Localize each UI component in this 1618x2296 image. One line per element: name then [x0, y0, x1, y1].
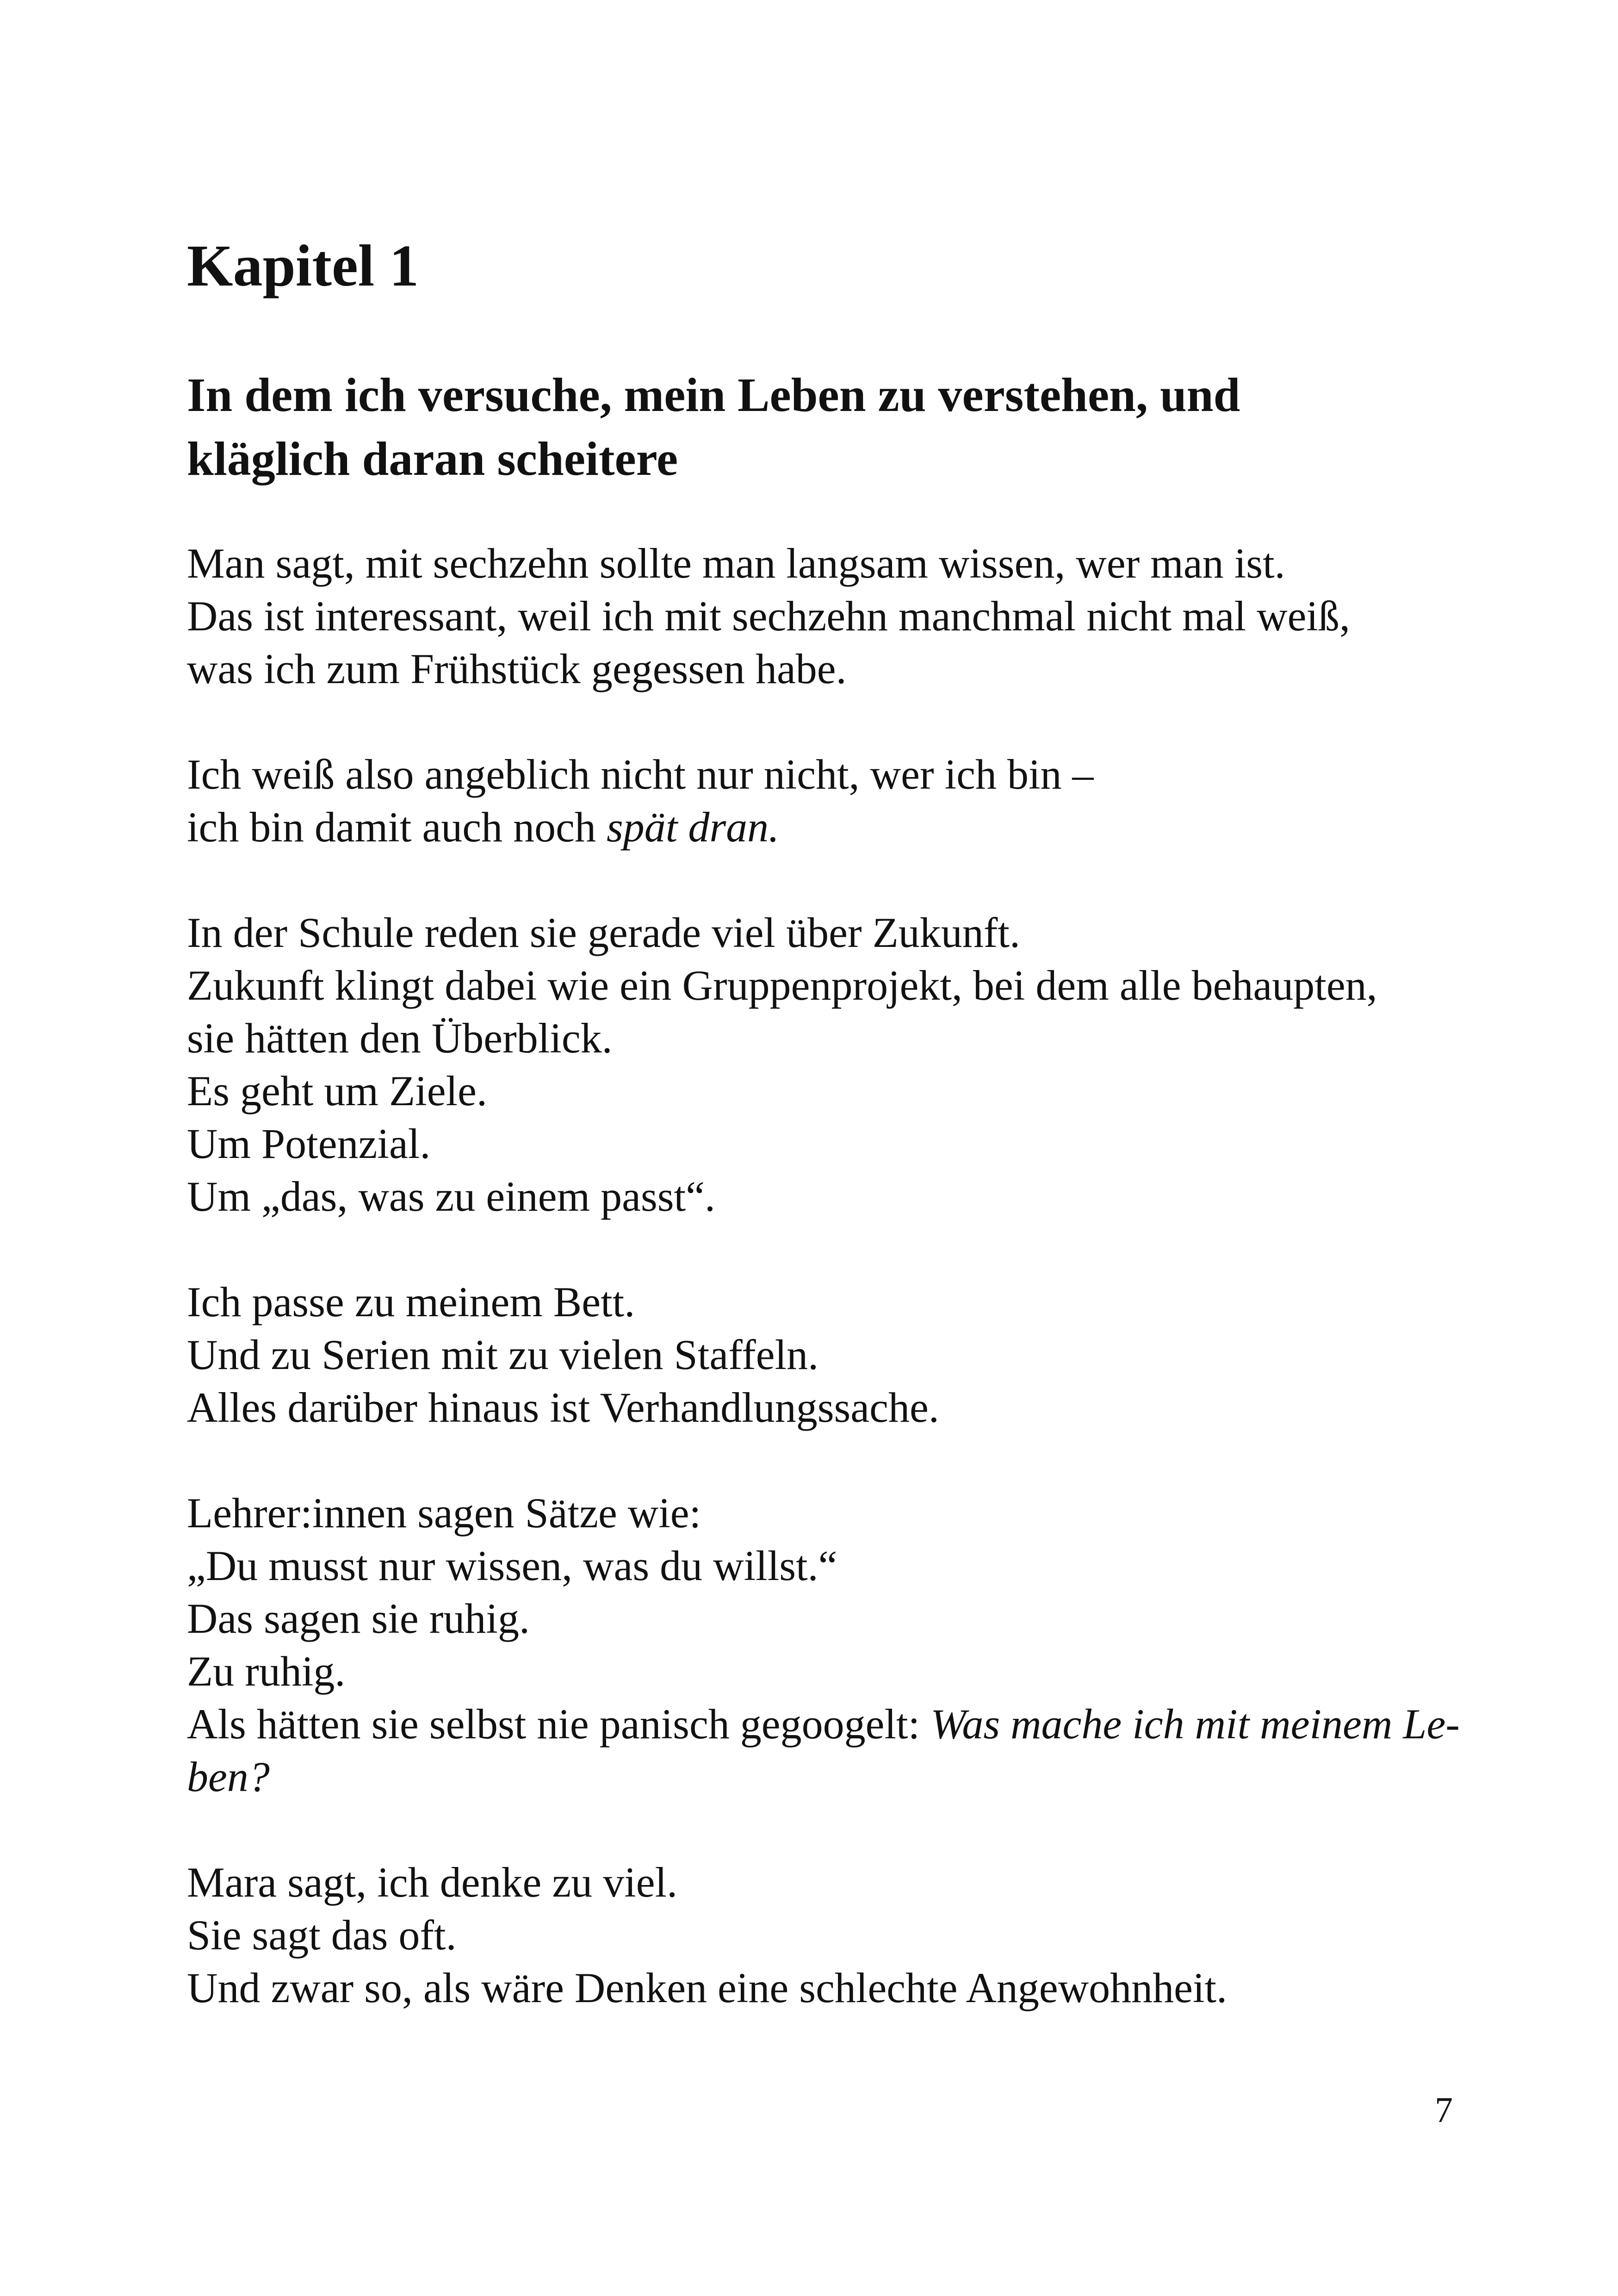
paragraph	[187, 1487, 1459, 1803]
text-line	[187, 1698, 1459, 1750]
text-line: Und zu Serien mit zu vielen Staffeln.	[187, 1331, 819, 1378]
text-line: Sie sagt das oft.	[187, 1911, 457, 1959]
text-line: Und zwar so, als wäre Denken eine schlechte Angewohnheit.	[187, 1964, 1227, 2011]
text-line	[187, 801, 1459, 853]
page-number: 7	[1435, 2090, 1453, 2130]
chapter-title: Kapitel 1	[187, 233, 419, 299]
text-line: Um „das, was zu einem passt“.	[187, 1173, 716, 1220]
chapter-subtitle-line: In dem ich versuche, mein Leben zu verstehen, und	[187, 368, 1240, 422]
text-line: Mara sagt, ich denke zu viel.	[187, 1859, 678, 1906]
italic-text: spät dran.	[606, 803, 780, 851]
text-segment: ich bin damit auch noch	[187, 803, 607, 851]
chapter-subtitle	[187, 363, 1459, 491]
paragraph	[187, 906, 1459, 1223]
text-line: Es geht um Ziele.	[187, 1067, 487, 1114]
text-line: Man sagt, mit sechzehn sollte man langsam wissen, wer man ist.	[187, 540, 1285, 587]
paragraph	[187, 1276, 1459, 1434]
paragraph	[187, 748, 1459, 853]
text-line: Das sagen sie ruhig.	[187, 1595, 530, 1642]
text-line: Alles darüber hinaus ist Verhandlungssache.	[187, 1384, 939, 1431]
italic-text: Was mache ich mit meinem Le-	[930, 1700, 1460, 1748]
chapter-subtitle-line: kläglich daran scheitere	[187, 432, 678, 485]
paragraph	[187, 537, 1459, 695]
text-line: sie hätten den Überblick.	[187, 1014, 613, 1062]
text-line: „Du musst nur wissen, was du willst.“	[187, 1542, 837, 1589]
text-line: Zukunft klingt dabei wie ein Gruppenprojekt, bei dem alle behaupten,	[187, 962, 1377, 1009]
text-line: Ich passe zu meinem Bett.	[187, 1278, 635, 1325]
text-line: Lehrer:innen sagen Sätze wie:	[187, 1489, 701, 1537]
text-line	[187, 1750, 1459, 1803]
body-text	[187, 537, 1459, 2014]
text-segment: Als hätten sie selbst nie panisch gegoogelt:	[187, 1700, 931, 1748]
text-line: Zu ruhig.	[187, 1648, 346, 1695]
text-line: Das ist interessant, weil ich mit sechzehn manchmal nicht mal weiß,	[187, 592, 1350, 640]
italic-text: ben?	[187, 1753, 270, 1800]
text-line: In der Schule reden sie gerade viel über Zukunft.	[187, 909, 1020, 956]
text-line: was ich zum Frühstück gegessen habe.	[187, 645, 847, 692]
paragraph	[187, 1856, 1459, 2014]
text-line: Ich weiß also angeblich nicht nur nicht, wer ich bin –	[187, 751, 1094, 798]
text-line: Um Potenzial.	[187, 1120, 431, 1167]
